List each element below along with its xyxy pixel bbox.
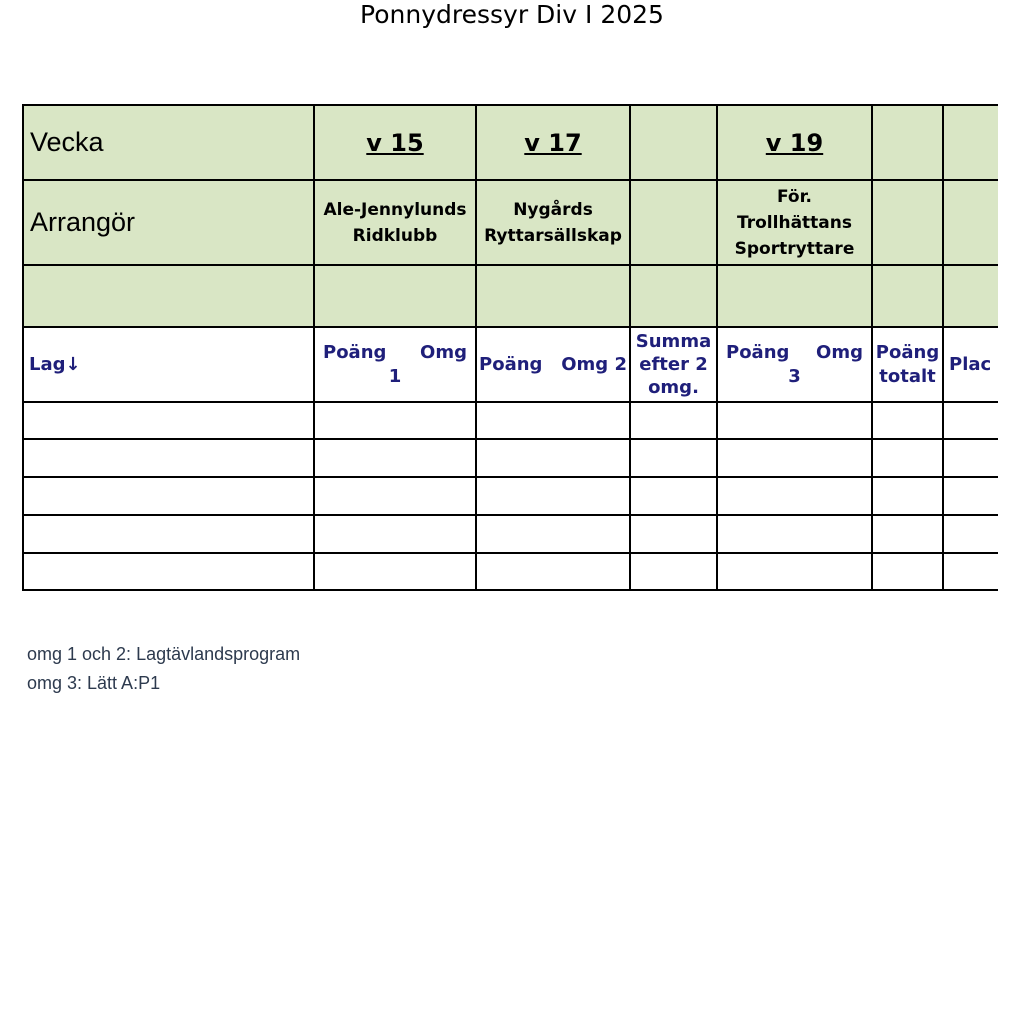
week-cell-2: v 17: [476, 105, 630, 180]
week-cell-5: [872, 105, 943, 180]
table-cell[interactable]: [23, 439, 314, 477]
header-omg-3: [717, 327, 872, 402]
table-cell[interactable]: [476, 553, 630, 590]
standings-table: [22, 104, 998, 591]
header-sum-line-2: efter 2: [639, 354, 708, 375]
blank-green-cell: [630, 265, 717, 327]
blank-green-cell: [476, 265, 630, 327]
header-omg-3-round: Omg: [816, 341, 863, 363]
arranger-cell-2: [476, 180, 630, 265]
table-cell[interactable]: [476, 477, 630, 515]
header-sum-line-1: Summa: [635, 331, 712, 352]
table-cell[interactable]: [943, 402, 998, 439]
header-omg-1-points: Poäng: [323, 341, 387, 363]
header-omg-3-points: Poäng: [726, 341, 790, 363]
table-row: [23, 553, 998, 590]
table-cell[interactable]: [943, 553, 998, 590]
blank-green-cell: [314, 265, 476, 327]
arranger-1-line-2: Ridklubb: [352, 225, 438, 246]
table-cell[interactable]: [872, 402, 943, 439]
table-row: [23, 439, 998, 477]
table-cell[interactable]: [476, 402, 630, 439]
table-cell[interactable]: [314, 439, 476, 477]
header-omg-1-number: 1: [388, 365, 402, 387]
header-total-line-2: totalt: [879, 365, 936, 387]
footnote-round-3: omg 3: Lätt A:P1: [27, 673, 161, 693]
arranger-2-line-1: Nygårds: [513, 199, 593, 220]
arranger-cell-3: [630, 180, 717, 265]
table-cell[interactable]: [476, 515, 630, 553]
arranger-4-line-2: Trollhättans: [737, 212, 852, 233]
footnote-rounds-1-2: omg 1 och 2: Lagtävlandsprogram: [27, 644, 301, 664]
blank-green-cell: [23, 265, 314, 327]
standings-table-container: [22, 104, 998, 591]
table-cell[interactable]: [717, 439, 872, 477]
week-row-label: Vecka: [23, 105, 314, 180]
table-cell[interactable]: [314, 553, 476, 590]
table-cell[interactable]: [717, 515, 872, 553]
arranger-row-label: Arrangör: [23, 180, 314, 265]
table-cell[interactable]: [314, 402, 476, 439]
table-cell[interactable]: [23, 477, 314, 515]
blank-green-cell: [943, 265, 998, 327]
arranger-1-line-1: Ale-Jennylunds: [323, 199, 467, 220]
table-cell[interactable]: [943, 477, 998, 515]
table-cell[interactable]: [630, 402, 717, 439]
header-placement: Plac: [943, 327, 998, 402]
table-cell[interactable]: [872, 515, 943, 553]
header-total-points: [872, 327, 943, 402]
header-sum-line-3: omg.: [648, 377, 699, 398]
table-row: [23, 402, 998, 439]
header-omg-1-round: Omg: [420, 341, 467, 363]
table-row: [23, 477, 998, 515]
table-cell[interactable]: [476, 439, 630, 477]
arranger-4-line-1: För.: [776, 186, 813, 207]
down-arrow-icon: ↓: [65, 353, 81, 375]
table-cell[interactable]: [630, 439, 717, 477]
table-cell[interactable]: [314, 477, 476, 515]
arranger-cell-4: [717, 180, 872, 265]
table-cell[interactable]: [717, 553, 872, 590]
table-cell[interactable]: [630, 515, 717, 553]
arranger-cell-1: [314, 180, 476, 265]
table-cell[interactable]: [23, 515, 314, 553]
arranger-row: [23, 180, 998, 265]
header-omg-2: Poäng Omg 2: [476, 327, 630, 402]
arranger-4-line-3: Sportryttare: [734, 238, 855, 259]
header-omg-3-number: 3: [788, 365, 801, 387]
table-cell[interactable]: [630, 553, 717, 590]
week-cell-6: [943, 105, 998, 180]
table-cell[interactable]: [717, 402, 872, 439]
header-lag: [23, 327, 314, 402]
arranger-cell-6: [943, 180, 998, 265]
table-row: [23, 515, 998, 553]
header-sum-after-2: [630, 327, 717, 402]
arranger-2-line-2: Ryttarsällskap: [484, 225, 622, 246]
table-cell[interactable]: [630, 477, 717, 515]
week-cell-1: v 15: [314, 105, 476, 180]
footnotes: [27, 640, 300, 698]
table-cell[interactable]: [23, 402, 314, 439]
table-cell[interactable]: [717, 477, 872, 515]
table-cell[interactable]: [314, 515, 476, 553]
week-cell-4: v 19: [717, 105, 872, 180]
table-cell[interactable]: [23, 553, 314, 590]
header-lag-label: Lag: [29, 353, 66, 375]
blank-green-cell: [872, 265, 943, 327]
page-title: Ponnydressyr Div I 2025: [360, 0, 664, 29]
header-total-line-1: Poäng: [875, 341, 940, 363]
table-cell[interactable]: [872, 553, 943, 590]
header-omg-1: [314, 327, 476, 402]
week-cell-3: [630, 105, 717, 180]
table-cell[interactable]: [872, 439, 943, 477]
table-cell[interactable]: [943, 439, 998, 477]
arranger-cell-5: [872, 180, 943, 265]
week-row: [23, 105, 998, 180]
table-cell[interactable]: [943, 515, 998, 553]
blank-green-cell: [717, 265, 872, 327]
column-header-row: [23, 327, 998, 402]
blank-green-row: [23, 265, 998, 327]
table-cell[interactable]: [872, 477, 943, 515]
